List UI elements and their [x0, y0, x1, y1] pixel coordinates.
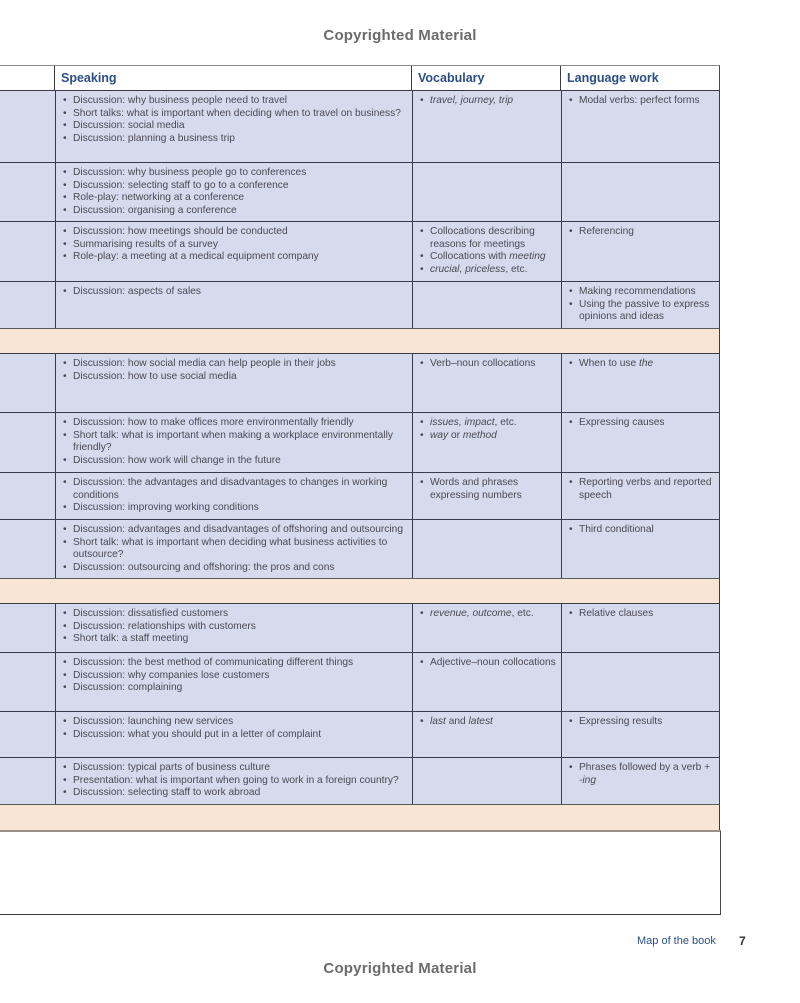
- list-item: • Role-play: a meeting at a medical equipment company: [63, 251, 408, 264]
- language-work-list: [569, 286, 715, 324]
- vocabulary-list: [420, 716, 557, 729]
- list-item: • Words and phrases expressing numbers: [420, 477, 557, 502]
- vocabulary-cell: [412, 163, 561, 221]
- language-work-cell: [561, 473, 719, 519]
- vocabulary-cell: [412, 653, 561, 711]
- column-divider: [54, 66, 55, 91]
- table-row: [0, 603, 720, 652]
- list-item: • Short talk: a staff meeting: [63, 633, 408, 646]
- list-item: • Discussion: organising a conference: [63, 205, 408, 218]
- list-item: • Making recommendations: [569, 286, 715, 299]
- list-item: • Discussion: how to make offices more environmentally friendly: [63, 417, 408, 430]
- list-item: • Short talk: what is important when making a workplace environmentally friendly?: [63, 430, 408, 455]
- list-item: • Collocations describing reasons for meetings: [420, 226, 557, 251]
- language-work-cell: [561, 520, 719, 578]
- list-item: • way or method: [420, 430, 557, 443]
- speaking-cell: [55, 91, 412, 162]
- language-work-cell: [561, 163, 719, 221]
- list-item: • Discussion: social media: [63, 120, 408, 133]
- list-item: • Discussion: selecting staff to work abroad: [63, 787, 408, 800]
- watermark-bottom: Copyrighted Material: [323, 960, 477, 977]
- vocabulary-cell: [412, 604, 561, 652]
- language-work-list: [569, 524, 715, 537]
- list-item: • Discussion: relationships with customers: [63, 621, 408, 634]
- column-divider: [560, 66, 561, 91]
- language-work-cell: [561, 91, 719, 162]
- vocabulary-list: [420, 477, 557, 502]
- language-work-cell: [561, 282, 719, 328]
- list-item: • Discussion: improving working conditions: [63, 502, 408, 515]
- header-vocabulary: Vocabulary: [418, 71, 485, 85]
- vocabulary-list: [420, 358, 557, 371]
- table-row: [0, 652, 720, 711]
- list-item: • Discussion: how to use social media: [63, 371, 408, 384]
- list-item: • Discussion: the best method of communicating different things: [63, 657, 408, 670]
- table-row: [0, 353, 720, 412]
- list-item: • Discussion: how work will change in the future: [63, 455, 408, 468]
- list-item: • Role-play: networking at a conference: [63, 192, 408, 205]
- list-item: • Discussion: why business people need to travel: [63, 95, 408, 108]
- vocabulary-list: [420, 657, 557, 670]
- list-item: • Discussion: selecting staff to go to a conference: [63, 180, 408, 193]
- speaking-list: [63, 657, 408, 695]
- speaking-cell: [55, 758, 412, 804]
- language-work-cell: [561, 413, 719, 472]
- page-number: 7: [739, 934, 746, 948]
- list-item: • Modal verbs: perfect forms: [569, 95, 715, 108]
- header-speaking: Speaking: [61, 71, 117, 85]
- list-item: • Reporting verbs and reported speech: [569, 477, 715, 502]
- vocabulary-cell: [412, 91, 561, 162]
- list-item: • Discussion: planning a business trip: [63, 133, 408, 146]
- speaking-cell: [55, 712, 412, 757]
- list-item: • Phrases followed by a verb + -ing: [569, 762, 715, 787]
- list-item: • Discussion: dissatisfied customers: [63, 608, 408, 621]
- list-item: • Short talk: what is important when deciding what business activities to outsource?: [63, 537, 408, 562]
- list-item: • last and latest: [420, 716, 557, 729]
- speaking-list: [63, 417, 408, 467]
- speaking-list: [63, 358, 408, 383]
- speaking-cell: [55, 354, 412, 412]
- table-row: [0, 412, 720, 472]
- language-work-list: [569, 417, 715, 430]
- list-item: • travel, journey, trip: [420, 95, 557, 108]
- column-divider: [411, 66, 412, 91]
- speaking-list: [63, 286, 408, 299]
- list-item: • Short talks: what is important when deciding when to travel on business?: [63, 108, 408, 121]
- language-work-list: [569, 477, 715, 502]
- speaking-cell: [55, 413, 412, 472]
- language-work-list: [569, 762, 715, 787]
- speaking-list: [63, 95, 408, 145]
- list-item: • Summarising results of a survey: [63, 239, 408, 252]
- list-item: • Discussion: outsourcing and offshoring: the pros and cons: [63, 562, 408, 575]
- list-item: • Discussion: advantages and disadvantages of offshoring and outsourcing: [63, 524, 408, 537]
- language-work-cell: [561, 604, 719, 652]
- vocabulary-cell: [412, 222, 561, 281]
- list-item: • Discussion: the advantages and disadvantages to changes in working conditions: [63, 477, 408, 502]
- speaking-list: [63, 608, 408, 646]
- table-row: [0, 221, 720, 281]
- vocabulary-cell: [412, 354, 561, 412]
- language-work-list: [569, 608, 715, 621]
- list-item: • Third conditional: [569, 524, 715, 537]
- vocabulary-list: [420, 226, 557, 276]
- language-work-list: [569, 95, 715, 108]
- language-work-cell: [561, 354, 719, 412]
- list-item: • Using the passive to express opinions and ideas: [569, 299, 715, 324]
- unit-divider-row: [0, 804, 720, 830]
- table-row: [0, 519, 720, 578]
- speaking-cell: [55, 653, 412, 711]
- list-item: • Expressing causes: [569, 417, 715, 430]
- list-item: • Expressing results: [569, 716, 715, 729]
- table-row: [0, 90, 720, 162]
- list-item: • issues, impact, etc.: [420, 417, 557, 430]
- list-item: • revenue, outcome, etc.: [420, 608, 557, 621]
- list-item: • Collocations with meeting: [420, 251, 557, 264]
- vocabulary-list: [420, 95, 557, 108]
- language-work-cell: [561, 653, 719, 711]
- list-item: • Discussion: how meetings should be conducted: [63, 226, 408, 239]
- speaking-cell: [55, 520, 412, 578]
- speaking-cell: [55, 163, 412, 221]
- vocabulary-cell: [412, 473, 561, 519]
- language-work-list: [569, 226, 715, 239]
- language-work-list: [569, 716, 715, 729]
- table-row: [0, 472, 720, 519]
- vocabulary-list: [420, 417, 557, 442]
- list-item: • Relative clauses: [569, 608, 715, 621]
- speaking-list: [63, 477, 408, 515]
- speaking-cell: [55, 473, 412, 519]
- bottom-empty-section: [0, 830, 721, 915]
- language-work-cell: [561, 758, 719, 804]
- list-item: • Discussion: how social media can help people in their jobs: [63, 358, 408, 371]
- list-item: • Presentation: what is important when going to work in a foreign country?: [63, 775, 408, 788]
- list-item: • Discussion: launching new services: [63, 716, 408, 729]
- vocabulary-cell: [412, 282, 561, 328]
- unit-divider-row: [0, 328, 720, 353]
- table-header: [0, 65, 720, 90]
- speaking-list: [63, 716, 408, 741]
- header-language-work: Language work: [567, 71, 659, 85]
- list-item: • Discussion: why companies lose customers: [63, 670, 408, 683]
- vocabulary-list: [420, 608, 557, 621]
- list-item: • Discussion: what you should put in a letter of complaint: [63, 729, 408, 742]
- vocabulary-cell: [412, 520, 561, 578]
- language-work-cell: [561, 222, 719, 281]
- unit-divider-row: [0, 578, 720, 603]
- list-item: • crucial, priceless, etc.: [420, 264, 557, 277]
- watermark-top: Copyrighted Material: [323, 27, 477, 44]
- list-item: • Discussion: why business people go to conferences: [63, 167, 408, 180]
- list-item: • Discussion: complaining: [63, 682, 408, 695]
- language-work-list: [569, 358, 715, 371]
- language-work-cell: [561, 712, 719, 757]
- list-item: • Discussion: typical parts of business culture: [63, 762, 408, 775]
- table-row: [0, 711, 720, 757]
- list-item: • Verb–noun collocations: [420, 358, 557, 371]
- speaking-list: [63, 226, 408, 264]
- list-item: • Adjective–noun collocations: [420, 657, 557, 670]
- speaking-cell: [55, 604, 412, 652]
- table-row: [0, 757, 720, 804]
- list-item: • Referencing: [569, 226, 715, 239]
- footer-section-label: Map of the book: [637, 935, 716, 947]
- speaking-list: [63, 762, 408, 800]
- speaking-list: [63, 524, 408, 574]
- table-row: [0, 281, 720, 328]
- vocabulary-cell: [412, 758, 561, 804]
- speaking-list: [63, 167, 408, 217]
- list-item: • Discussion: aspects of sales: [63, 286, 408, 299]
- table-row: [0, 162, 720, 221]
- list-item: • When to use the: [569, 358, 715, 371]
- speaking-cell: [55, 222, 412, 281]
- vocabulary-cell: [412, 413, 561, 472]
- vocabulary-cell: [412, 712, 561, 757]
- speaking-cell: [55, 282, 412, 328]
